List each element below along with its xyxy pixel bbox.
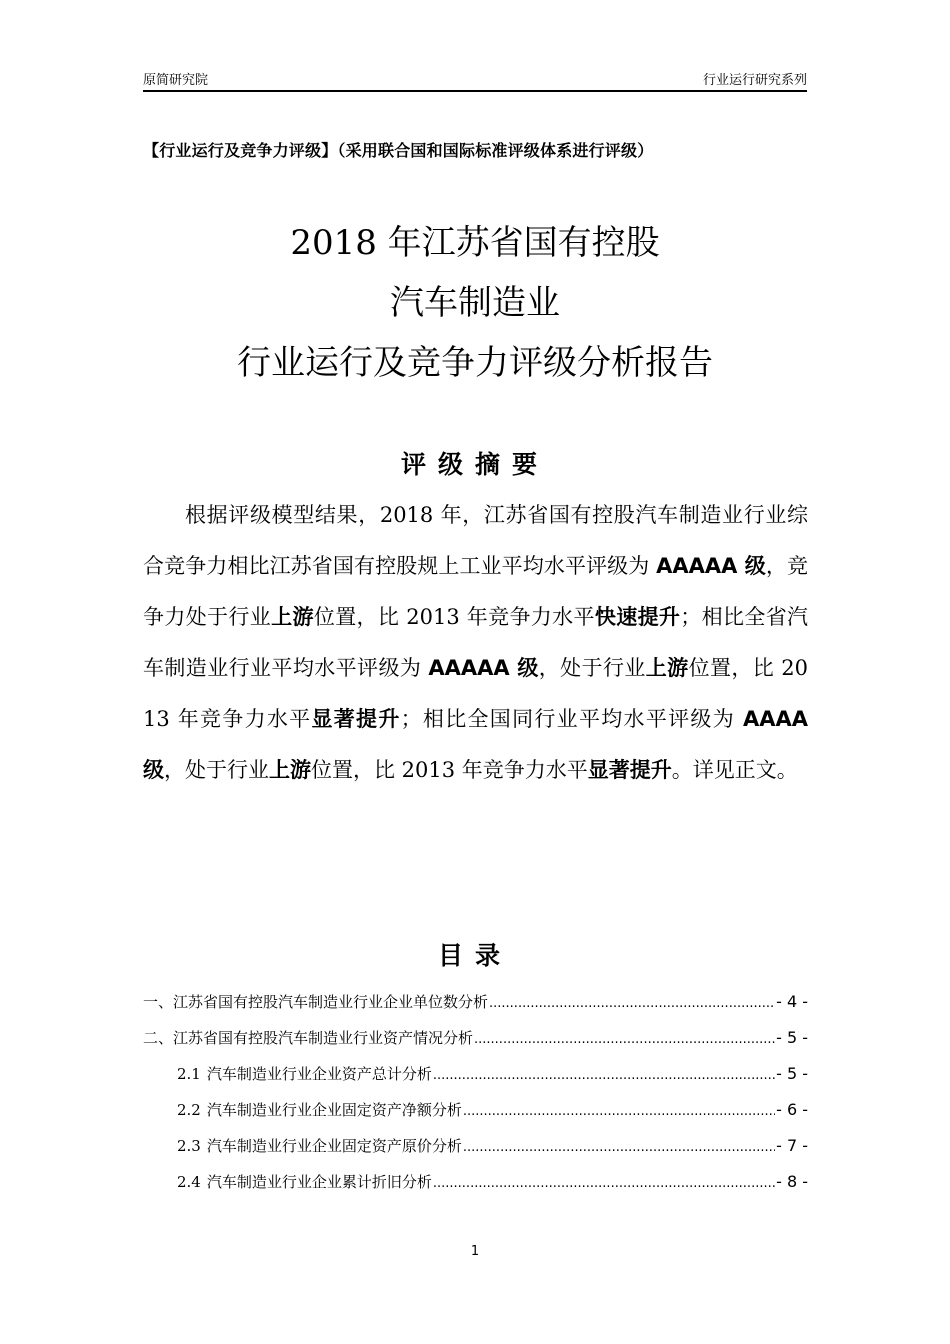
summary-text: ；相比全省汽车制造业行业平均水平评级为 [143, 605, 809, 680]
summary-emphasis: AAAAA 级 [428, 656, 539, 680]
summary-emphasis: 快速提升 [594, 605, 681, 629]
rating-system-note: 【行业运行及竞争力评级】（采用联合国和国际标准评级体系进行评级） [143, 141, 654, 160]
header-series-name: 行业运行研究系列 [702, 73, 807, 88]
summary-text: ，处于行业 [164, 758, 269, 782]
title-line-1: 2018 年江苏省国有控股 [290, 223, 660, 263]
toc-dot-leader [463, 1096, 775, 1126]
summary-text: 位置，比 2013 年竞争力水平 [311, 758, 588, 782]
toc-entry-page: - 6 - [776, 1100, 808, 1119]
toc-entry-page: - 5 - [776, 1064, 808, 1083]
header-org-name: 原简研究院 [143, 73, 209, 88]
toc-entry-page: - 7 - [776, 1136, 808, 1155]
summary-text: 位置，比 2013 年竞争力水平 [313, 605, 595, 629]
toc-entry[interactable] [143, 988, 808, 1024]
summary-emphasis: 上游 [269, 758, 311, 782]
toc-entry-label: 一、江苏省国有控股汽车制造业行业企业单位数分析 [143, 993, 489, 1011]
summary-emphasis: 上游 [645, 656, 689, 680]
table-of-contents [143, 988, 808, 1204]
toc-entry-number: 2.4 [177, 1173, 201, 1191]
summary-text: ；相比全国同行业平均水平评级为 [400, 707, 743, 731]
toc-entry-page: - 5 - [776, 1028, 808, 1047]
toc-heading: 目录 [437, 941, 512, 970]
summary-paragraph [143, 490, 808, 796]
toc-dot-leader [489, 988, 775, 1018]
toc-dot-leader [433, 1060, 775, 1090]
toc-dot-leader [463, 1132, 775, 1162]
toc-entry[interactable] [143, 1132, 808, 1168]
summary-text: 。详见正文。 [671, 758, 798, 782]
toc-entry-number: 2.2 [177, 1101, 201, 1119]
toc-entry-label: 汽车制造业行业企业固定资产原价分析 [206, 1137, 462, 1155]
summary-emphasis: AAAA 级 [143, 707, 808, 782]
toc-entry-label: 二、江苏省国有控股汽车制造业行业资产情况分析 [143, 1029, 474, 1047]
summary-emphasis: 上游 [271, 605, 314, 629]
toc-entry[interactable] [143, 1096, 808, 1132]
toc-entry[interactable] [143, 1060, 808, 1096]
toc-entry-label: 汽车制造业行业企业固定资产净额分析 [206, 1101, 462, 1119]
toc-dot-leader [474, 1024, 775, 1054]
summary-text: ，处于行业 [538, 656, 646, 680]
summary-emphasis: 显著提升 [587, 758, 672, 782]
summary-heading: 评级摘要 [400, 450, 549, 479]
toc-entry-number: 2.1 [177, 1065, 201, 1083]
summary-text: ，竞争力处于行业 [143, 554, 809, 629]
summary-emphasis: 显著提升 [311, 707, 401, 731]
title-line-2: 汽车制造业 [390, 283, 560, 323]
title-line-3: 行业运行及竞争力评级分析报告 [237, 343, 713, 383]
toc-entry[interactable] [143, 1168, 808, 1204]
summary-text: 根据评级模型结果，2018 年，江苏省国有控股汽车制造业行业综合竞争力相比江苏省国有控股规上工业平均水平评级为 [143, 503, 808, 578]
summary-emphasis: AAAAA 级 [656, 554, 766, 578]
toc-dot-leader [433, 1168, 775, 1198]
summary-text: 位置，比 2013 年竞争力水平 [143, 656, 808, 731]
toc-entry-number: 2.3 [177, 1137, 201, 1155]
toc-entry-page: - 8 - [776, 1172, 808, 1191]
toc-entry[interactable] [143, 1024, 808, 1060]
toc-entry-label: 汽车制造业行业企业累计折旧分析 [206, 1173, 432, 1191]
report-title [0, 213, 950, 393]
page-number: 1 [470, 1244, 480, 1259]
toc-entry-label: 汽车制造业行业企业资产总计分析 [206, 1065, 432, 1083]
toc-entry-page: - 4 - [776, 992, 808, 1011]
page-header [143, 66, 807, 92]
